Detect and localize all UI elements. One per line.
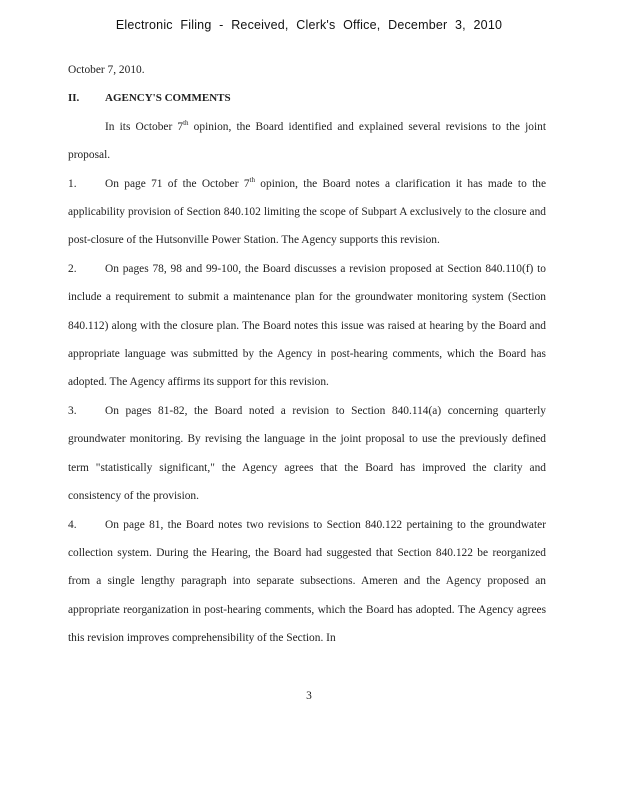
date-line: October 7, 2010. <box>68 64 145 76</box>
item-text: On pages 81-82, the Board noted a revision to Section 840.114(a) concerning quarterly groundwater monitoring. By revising the language in the joint proposal to use the previously defined term "statistically significant," the Agency agrees that the Board has improved the clarity and consistency of the provision. <box>68 404 546 503</box>
intro-text-end: opinion, the Board identified and explained several revisions to the joint proposal. <box>68 120 546 162</box>
list-item <box>68 170 546 255</box>
item-text: On pages 78, 98 and 99-100, the Board discusses a revision proposed at Section 840.110(f) to include a requirement to submit a maintenance plan for the groundwater monitoring system (Section 840.112) along with the closure plan. The Board notes this issue was raised at hearing by the Board and appropriate language was submitted by the Agency in post-hearing comments, which the Board has adopted. The Agency affirms its support for this revision. <box>68 262 546 389</box>
item-number: 4. <box>68 518 77 531</box>
page-number: 3 <box>306 690 312 702</box>
electronic-filing-stamp: Electronic Filing - Received, Clerk's Office, December 3, 2010 <box>115 18 503 32</box>
intro-superscript: th <box>183 119 189 128</box>
item-number: 3. <box>68 404 77 417</box>
item-text: On page 81, the Board notes two revisions to Section 840.122 pertaining to the groundwater collection system. During the Hearing, the Board had suggested that Section 840.122 be reorganized from a single lengthy paragraph into separate subsections. Ameren and the Agency proposed an appropriate reorganization in post-hearing comments, which the Board has adopted. The Agency agrees this revision improves comprehensibility of the Section. In <box>68 518 546 645</box>
item-number: 2. <box>68 262 77 275</box>
item-text-start: On page 71 of the October 7 <box>105 177 250 190</box>
item-text-end: opinion, the Board notes a clarification it has made to the applicability provision of Section 840.102 limiting the scope of Subpart A exclusively to the closure and post-closure of the Hutsonville Power Station. The Agency supports this revision. <box>68 177 547 247</box>
intro-text-start: In its October 7 <box>105 120 184 133</box>
section-heading <box>68 84 546 112</box>
item-superscript: th <box>249 175 255 184</box>
item-number: 1. <box>68 177 77 190</box>
section-number: II. <box>68 92 80 105</box>
list-item <box>68 255 546 397</box>
document-body <box>68 56 546 653</box>
list-item <box>68 511 546 653</box>
section-title: AGENCY'S COMMENTS <box>105 92 231 105</box>
list-item <box>68 397 546 511</box>
intro-paragraph <box>68 113 546 170</box>
